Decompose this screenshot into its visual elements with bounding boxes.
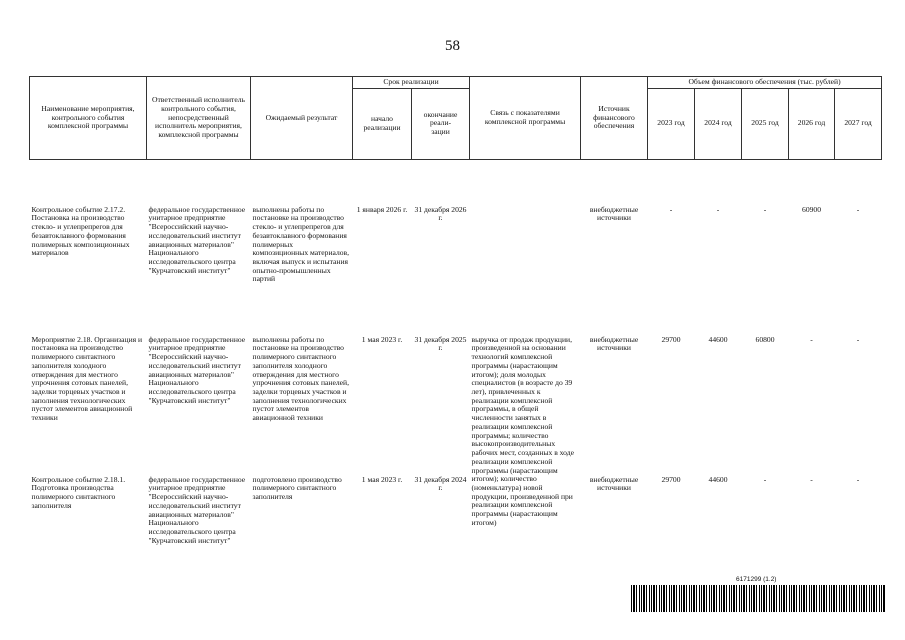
header-period: Срок реализации bbox=[353, 77, 470, 89]
row-end: 31 декабря 2025 г. bbox=[414, 335, 467, 353]
header-start: начало реализации bbox=[353, 88, 412, 159]
header-year-2024: 2024 год bbox=[695, 88, 742, 159]
row-result: выполнены работы по постановке на производство стекло- и углепрепрегов для безавтоклавного формования полимерных композиционных материалов, включая выпуск и испытания опытно-промышленных партий bbox=[252, 205, 350, 284]
program-table bbox=[29, 76, 882, 606]
header-year-2027: 2027 год bbox=[835, 88, 882, 159]
header-end: окончание реали- зации bbox=[412, 88, 470, 159]
header-source: Источник финансового обеспечения bbox=[581, 77, 648, 160]
row-result: подготовлено производство полимерного синтактного заполнителя bbox=[252, 475, 342, 502]
row-end: 31 декабря 2024 г. bbox=[414, 475, 467, 493]
header-year-2025: 2025 год bbox=[742, 88, 789, 159]
row-link: выручка от продаж продукции, произведенной на основании технологий комплексной программы (нарастающим итогом); доля молодых специалистов (в возрасте до 39 лет), привлеченных к реализации комплексной программы, в общей численности занятых в реализации комплексной программы; количество высокопроизводительных рабочих мест, созданных в ходе реализации комплексной программы (нарастающим итогом); количество (номенклатура) новой продукции, произведенной при реализации комплексной программы (нарастающим итогом) bbox=[471, 335, 574, 527]
row-result: выполнены работы по постановке на производство полимерного синтактного заполнителя холодного отверждения для местного упрочнения сотовых панелей, заделки торцевых участков и заполнения технологических пустот элементов авиационной техники bbox=[252, 335, 349, 423]
row-source: внебюджетные источники bbox=[589, 205, 639, 223]
header-link: Связь с показателями комплексной программы bbox=[470, 77, 581, 160]
row-funding-2025: 60800 bbox=[755, 335, 775, 344]
row-start: 1 января 2026 г. bbox=[356, 205, 408, 214]
row-funding-2027: - bbox=[856, 335, 860, 344]
row-funding-2023: 29700 bbox=[661, 335, 681, 344]
row-funding-2027: - bbox=[856, 205, 860, 214]
row-funding-2026: - bbox=[810, 335, 813, 344]
table-row bbox=[30, 206, 882, 336]
row-responsible: федеральное государственное унитарное предприятие "Всероссийский научно-исследовательский институт авиационных материалов" Национального исследовательского центра "Курчатовский институт" bbox=[148, 335, 246, 405]
row-funding-2025: - bbox=[763, 475, 767, 484]
barcode-image bbox=[631, 585, 886, 612]
row-start: 1 мая 2023 г. bbox=[361, 475, 403, 484]
table-row bbox=[30, 336, 882, 476]
page-number: 58 bbox=[445, 38, 460, 54]
row-funding-2023: 29700 bbox=[661, 475, 681, 484]
row-funding-2024: 44600 bbox=[708, 475, 728, 484]
row-name: Контрольное событие 2.18.1. Подготовка производства полимерного синтактного заполнителя bbox=[31, 475, 126, 510]
header-gap bbox=[30, 159, 882, 206]
row-funding-2024: - bbox=[716, 205, 720, 214]
row-funding-2025: - bbox=[763, 205, 767, 214]
header-name: Наименование мероприятия, контрольного события комплексной программы bbox=[30, 77, 147, 160]
row-source: внебюджетные источники bbox=[589, 335, 639, 353]
row-funding-2026: 60900 bbox=[802, 205, 821, 214]
row-start: 1 мая 2023 г. bbox=[361, 335, 403, 344]
row-name: Контрольное событие 2.17.2. Постановка на производство стекло- и углепрепрегов для безавтоклавного формования полимерных композиционных материалов bbox=[31, 205, 130, 258]
header-year-2026: 2026 год bbox=[789, 88, 835, 159]
row-end: 31 декабря 2026 г. bbox=[414, 205, 467, 223]
header-funding: Объем финансового обеспечения (тыс. рублей) bbox=[648, 77, 882, 89]
row-funding-2026: - bbox=[810, 475, 813, 484]
barcode-number: 6171299 (1.2) bbox=[736, 576, 777, 583]
row-source: внебюджетные источники bbox=[589, 475, 639, 493]
header-year-2023: 2023 год bbox=[648, 88, 695, 159]
row-responsible: федеральное государственное унитарное предприятие "Всероссийский научно-исследовательский институт авиационных материалов" Национального исследовательского центра "Курчатовский институт" bbox=[148, 205, 246, 275]
row-funding-2023: - bbox=[669, 205, 673, 214]
row-funding-2027: - bbox=[856, 475, 860, 484]
row-link bbox=[470, 206, 581, 336]
header-expected-result: Ожидаемый результат bbox=[251, 77, 353, 160]
row-funding-2024: 44600 bbox=[708, 335, 728, 344]
header-responsible: Ответственный исполнитель контрольного события, непосредственный исполнитель мероприятия, комплексной программы bbox=[147, 77, 251, 160]
row-name: Мероприятие 2.18. Организация и постановка на производство полимерного синтактного заполнителя холодного отверждения для местного упрочнения сотовых панелей, заделки торцевых участков и заполнения технологических пустот элементов авиационной техники bbox=[31, 335, 143, 423]
row-responsible: федеральное государственное унитарное предприятие "Всероссийский научно-исследовательский институт авиационных материалов" Национального исследовательского центра "Курчатовский институт" bbox=[148, 475, 246, 545]
